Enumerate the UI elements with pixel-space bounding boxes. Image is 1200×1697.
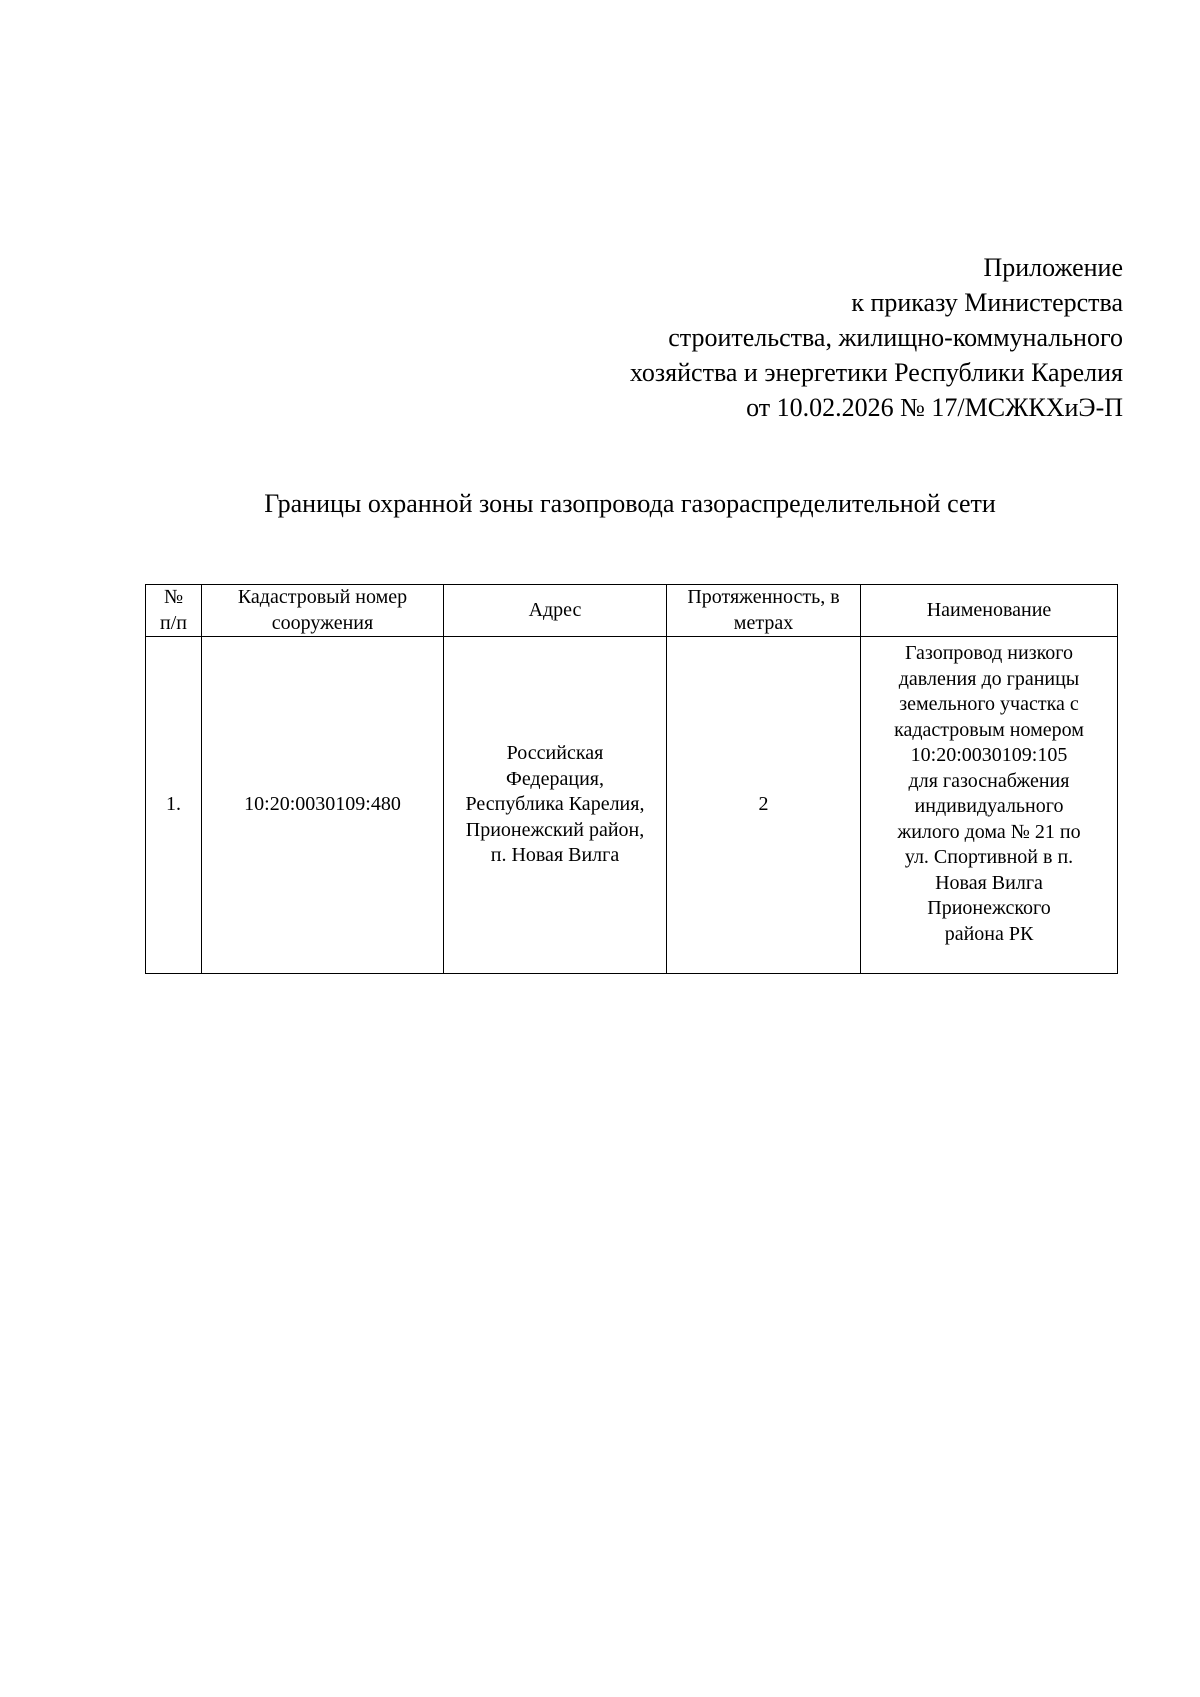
appendix-line: строительства, жилищно-коммунального xyxy=(668,323,1123,352)
name-line: ул. Спортивной в п. xyxy=(904,846,1074,868)
cell-address xyxy=(444,637,667,974)
header-num-line: № xyxy=(163,586,184,608)
name-line: Новая Вилга xyxy=(935,871,1043,894)
header-name-line: Наименование xyxy=(926,598,1052,621)
header-name xyxy=(861,585,1118,637)
name-line: земельного участка с xyxy=(899,693,1079,715)
table-header-row xyxy=(146,585,1118,637)
appendix-line: хозяйства и энергетики Республики Карелия xyxy=(629,358,1123,387)
header-cadastral xyxy=(202,585,444,637)
name-line: района РК xyxy=(944,922,1034,945)
appendix-line: Приложение xyxy=(983,253,1123,282)
header-num xyxy=(146,585,202,637)
appendix-block xyxy=(630,250,1123,425)
document-title: Границы охранной зоны газопровода газораспределительной сети xyxy=(264,489,996,518)
address-line: Федерация, xyxy=(506,767,604,790)
zones-table xyxy=(145,584,1118,974)
name-line: жилого дома № 21 по xyxy=(897,820,1081,843)
name-line: давления до границы xyxy=(898,667,1080,690)
address-line: Прионежский район, xyxy=(465,818,645,841)
name-line: Газопровод низкого xyxy=(904,642,1074,664)
header-num-line: п/п xyxy=(160,611,187,634)
table-row xyxy=(146,637,1118,974)
cell-num: 1. xyxy=(146,637,202,974)
appendix-line: к приказу Министерства xyxy=(851,288,1123,317)
address-line: Республика Карелия, xyxy=(465,793,645,816)
header-length-line: метрах xyxy=(733,611,794,634)
header-cadastral-line: Кадастровый номер xyxy=(237,586,408,608)
cell-cadastral: 10:20:0030109:480 xyxy=(202,637,444,974)
cell-name xyxy=(861,637,1118,974)
name-line: для газоснабжения xyxy=(908,769,1070,792)
name-line: кадастровым номером xyxy=(894,718,1084,741)
address-line: п. Новая Вилга xyxy=(490,844,620,867)
header-address-line: Адрес xyxy=(528,598,582,621)
name-line: 10:20:0030109:105 xyxy=(910,744,1068,766)
header-length xyxy=(667,585,861,637)
header-cadastral-line: сооружения xyxy=(271,611,374,634)
name-line: индивидуального xyxy=(914,795,1064,817)
header-address xyxy=(444,585,667,637)
address-line: Российская xyxy=(506,742,604,765)
name-line: Прионежского xyxy=(927,897,1051,919)
cell-length: 2 xyxy=(667,637,861,974)
appendix-line: от 10.02.2026 № 17/МСЖКХиЭ-П xyxy=(746,393,1123,422)
header-length-line: Протяженность, в xyxy=(687,586,840,608)
